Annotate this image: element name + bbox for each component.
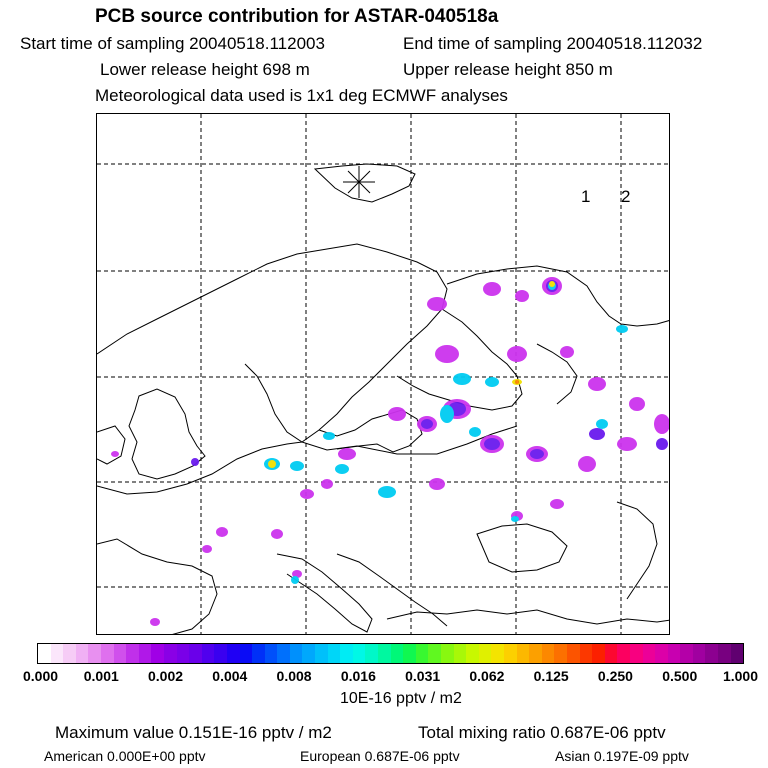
end-time-label: End time of sampling 20040518.112032 (403, 34, 703, 53)
colorbar-swatch (403, 644, 416, 663)
colorbar-swatch (630, 644, 643, 663)
concentration-field (111, 277, 670, 626)
colorbar-tick-label: 0.001 (83, 668, 119, 684)
finland-coast (397, 309, 522, 410)
colorbar-swatch (38, 644, 51, 663)
colorbar-swatch (151, 644, 164, 663)
black-sea-coast (477, 524, 567, 572)
colorbar-swatch (441, 644, 454, 663)
colorbar-tick-label: 0.002 (148, 668, 184, 684)
colorbar-swatch (126, 644, 139, 663)
colorbar-swatch (202, 644, 215, 663)
colorbar-swatch (164, 644, 177, 663)
colorbar-swatch (88, 644, 101, 663)
colorbar-swatch (51, 644, 64, 663)
colorbar-swatch (655, 644, 668, 663)
total-mixing-label: Total mixing ratio 0.687E-06 pptv (418, 723, 666, 742)
colorbar-swatch (353, 644, 366, 663)
continental-coast (97, 426, 517, 494)
colorbar-swatch (529, 644, 542, 663)
max-value-label: Maximum value 0.151E-16 pptv / m2 (55, 723, 332, 742)
colorbar-swatch (391, 644, 404, 663)
colorbar-swatch (340, 644, 353, 663)
colorbar-swatch (592, 644, 605, 663)
colorbar-swatch (240, 644, 253, 663)
colorbar-swatch (731, 644, 744, 663)
colorbar-swatch (315, 644, 328, 663)
colorbar-swatch (605, 644, 618, 663)
colorbar-swatch (265, 644, 278, 663)
colorbar-swatch (214, 644, 227, 663)
colorbar-swatch (718, 644, 731, 663)
svalbard-coast (315, 164, 415, 202)
colorbar-tick-label: 0.062 (469, 668, 505, 684)
map-panel (96, 113, 670, 635)
map-label-2: 2 (621, 187, 631, 206)
upper-height-label: Upper release height 850 m (403, 60, 613, 79)
colorbar-swatch (302, 644, 315, 663)
asian-contribution: Asian 0.197E-09 pptv (555, 748, 689, 764)
colorbar-swatch (668, 644, 681, 663)
colorbar-swatch (517, 644, 530, 663)
start-time-label: Start time of sampling 20040518.112003 (20, 34, 325, 53)
colorbar-tick-label: 0.500 (662, 668, 698, 684)
colorbar-swatch (290, 644, 303, 663)
colorbar-swatch (705, 644, 718, 663)
colorbar-swatch (177, 644, 190, 663)
colorbar-swatch (114, 644, 127, 663)
colorbar-tick-label: 0.004 (212, 668, 248, 684)
colorbar-tick-label: 0.000 (22, 668, 59, 684)
colorbar-swatch (139, 644, 152, 663)
colorbar-unit-label: 10E-16 pptv / m2 (340, 690, 462, 707)
colorbar-swatch (567, 644, 580, 663)
colorbar-swatch (63, 644, 76, 663)
colorbar-tick-label: 0.008 (276, 668, 312, 684)
colorbar-swatch (365, 644, 378, 663)
colorbar-swatch (227, 644, 240, 663)
colorbar-swatch (454, 644, 467, 663)
colorbar-swatch (491, 644, 504, 663)
map-canvas (97, 114, 670, 635)
european-contribution: European 0.687E-06 pptv (300, 748, 460, 764)
colorbar-swatch (76, 644, 89, 663)
colorbar-swatch (416, 644, 429, 663)
kola-coast (447, 266, 670, 326)
colorbar-tick-label: 0.250 (597, 668, 633, 684)
colorbar-swatch (580, 644, 593, 663)
coastlines (97, 164, 670, 635)
colorbar-swatch (466, 644, 479, 663)
adriatic-balkans (337, 554, 447, 626)
american-contribution: American 0.000E+00 pptv (44, 748, 206, 764)
italy-coast (277, 554, 372, 632)
colorbar-swatch (479, 644, 492, 663)
compass-star-icon (343, 166, 375, 198)
colorbar-tick-label: 1.000 (722, 668, 759, 684)
ireland-coast (97, 426, 125, 464)
colorbar-swatch (277, 644, 290, 663)
colorbar-tick-label: 0.031 (405, 668, 441, 684)
caspian-coast (617, 502, 657, 599)
colorbar-swatch (693, 644, 706, 663)
colorbar-swatch (680, 644, 693, 663)
colorbar-swatch (643, 644, 656, 663)
colorbar-swatch (328, 644, 341, 663)
colorbar-swatch (542, 644, 555, 663)
map-label-1: 1 (581, 187, 591, 206)
plot-title: PCB source contribution for ASTAR-040518a (95, 6, 499, 27)
colorbar-tick-label: 0.125 (533, 668, 569, 684)
colorbar (37, 643, 744, 664)
colorbar-swatch (554, 644, 567, 663)
lower-height-label: Lower release height 698 m (100, 60, 310, 79)
colorbar-swatch (378, 644, 391, 663)
colorbar-swatch (101, 644, 114, 663)
colorbar-swatch (428, 644, 441, 663)
colorbar-swatch (504, 644, 517, 663)
colorbar-swatch (189, 644, 202, 663)
colorbar-swatch (617, 644, 630, 663)
colorbar-swatch (252, 644, 265, 663)
met-data-label: Meteorological data used is 1x1 deg ECMWF analyses (95, 86, 508, 105)
colorbar-tick-label: 0.016 (340, 668, 376, 684)
